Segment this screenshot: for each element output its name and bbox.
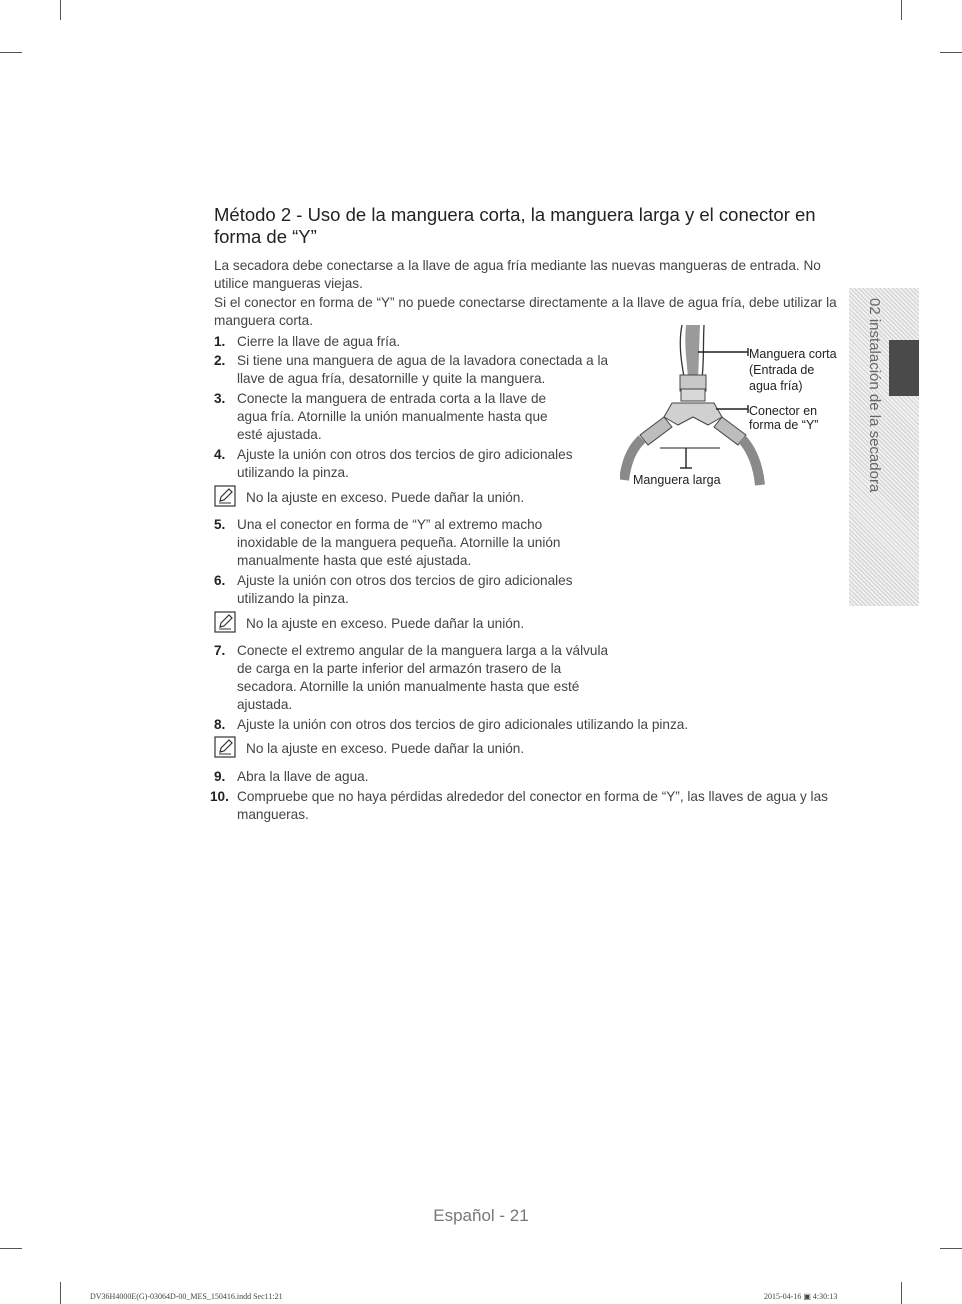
step-number: 6. <box>214 573 226 588</box>
long-hose-right <box>742 439 760 485</box>
step-6 <box>214 572 609 608</box>
y-connector-diagram <box>620 325 770 495</box>
step-text: Ajuste la unión con otros dos tercios de giro adicionales utilizando la pinza. <box>237 573 573 606</box>
step-text: Cierre la llave de agua fría. <box>237 334 401 349</box>
label-short-hose: Manguera corta <box>749 347 837 361</box>
step-text: Ajuste la unión con otros dos tercios de giro adicionales utilizando la pinza. <box>237 447 573 480</box>
step-number: 7. <box>214 643 226 658</box>
crop-mark <box>0 1248 22 1249</box>
step-8 <box>214 716 834 734</box>
step-text: Compruebe que no haya pérdidas alrededor del conector en forma de “Y”, las llaves de agua y las mangueras. <box>237 789 828 822</box>
step-7 <box>214 642 624 714</box>
note-3 <box>214 736 614 762</box>
crop-mark <box>60 0 61 20</box>
page-number: Español - 21 <box>433 1206 529 1225</box>
note-pencil-icon <box>214 485 236 507</box>
crop-mark <box>901 0 902 20</box>
step-number: 9. <box>214 769 226 784</box>
step-number: 5. <box>214 517 226 532</box>
intro-paragraph-1: La secadora debe conectarse a la llave de agua fría mediante las nuevas mangueras de entrada. No utilice mangueras viejas. <box>214 258 821 291</box>
step-text: Una el conector en forma de “Y” al extremo macho inoxidable de la manguera pequeña. Atornille la unión manualmente hasta que esté ajustada. <box>237 517 561 568</box>
chapter-tab-marker <box>889 340 919 396</box>
intro-paragraph-2: Si el conector en forma de “Y” no puede conectarse directamente a la llave de agua fría, debe utilizar la manguera corta. <box>214 295 837 328</box>
step-number: 1. <box>214 334 226 349</box>
print-slug-file: DV36H4000E(G)-03064D-00_MES_150416.indd Sec11:21 <box>90 1292 283 1301</box>
hose-outline <box>680 325 684 377</box>
note-text: No la ajuste en exceso. Puede dañar la unión. <box>246 616 525 631</box>
crop-mark <box>0 52 22 53</box>
note-text: No la ajuste en exceso. Puede dañar la unión. <box>246 490 525 505</box>
step-text: Ajuste la unión con otros dos tercios de giro adicionales utilizando la pinza. <box>237 717 689 732</box>
note-pencil-icon <box>214 736 236 758</box>
crop-mark <box>940 52 962 53</box>
label-short-hose-line-3: agua fría) <box>749 379 803 393</box>
step-number: 3. <box>214 391 226 406</box>
label-connector: Conector en <box>749 404 818 418</box>
label-long-hose: Manguera larga <box>633 473 721 487</box>
step-3 <box>214 390 594 444</box>
note-text: No la ajuste en exceso. Puede dañar la unión. <box>246 741 525 756</box>
print-slug-date: 2015-04-16 ▣ 4:30:13 <box>764 1292 838 1301</box>
y-connector-arm-left <box>640 417 672 445</box>
note-pencil-icon <box>214 611 236 633</box>
short-hose <box>685 325 700 377</box>
step-2 <box>214 352 624 388</box>
label-short-hose-line-2: (Entrada de <box>749 363 815 377</box>
hose-nut <box>681 389 705 401</box>
step-9 <box>214 768 614 786</box>
step-10 <box>210 788 839 824</box>
step-text: Conecte la manguera de entrada corta a la llave de agua fría. Atornille la unión manualmente hasta que esté ajustada. <box>237 391 548 442</box>
step-4 <box>214 446 609 482</box>
step-number: 4. <box>214 447 226 462</box>
step-text: Si tiene una manguera de agua de la lavadora conectada a la llave de agua fría, desatornille y quite la manguera. <box>237 353 609 386</box>
section-title: Método 2 - Uso de la manguera corta, la manguera larga y el conector en forma de “Y” <box>214 204 816 247</box>
y-connector-body <box>664 403 722 425</box>
hose-outline <box>702 325 704 377</box>
step-5 <box>214 516 594 570</box>
step-number: 10. <box>210 789 229 804</box>
crop-mark <box>60 1282 61 1304</box>
crop-mark <box>940 1248 962 1249</box>
chapter-tab-label: 02 instalación de la secadora <box>866 298 883 493</box>
step-text: Abra la llave de agua. <box>237 769 369 784</box>
step-number: 8. <box>214 717 226 732</box>
note-1 <box>214 485 614 511</box>
crop-mark <box>901 1282 902 1304</box>
chapter-side-tab <box>849 288 919 606</box>
step-1 <box>214 333 614 351</box>
step-text: Conecte el extremo angular de la manguera larga a la válvula de carga en la parte inferior del armazón trasero de la secadora. Atornille la unión manualmente hasta que esté ajustada. <box>237 643 609 712</box>
step-number: 2. <box>214 353 226 368</box>
note-2 <box>214 611 614 637</box>
label-connector-line-2: forma de “Y” <box>749 418 819 432</box>
